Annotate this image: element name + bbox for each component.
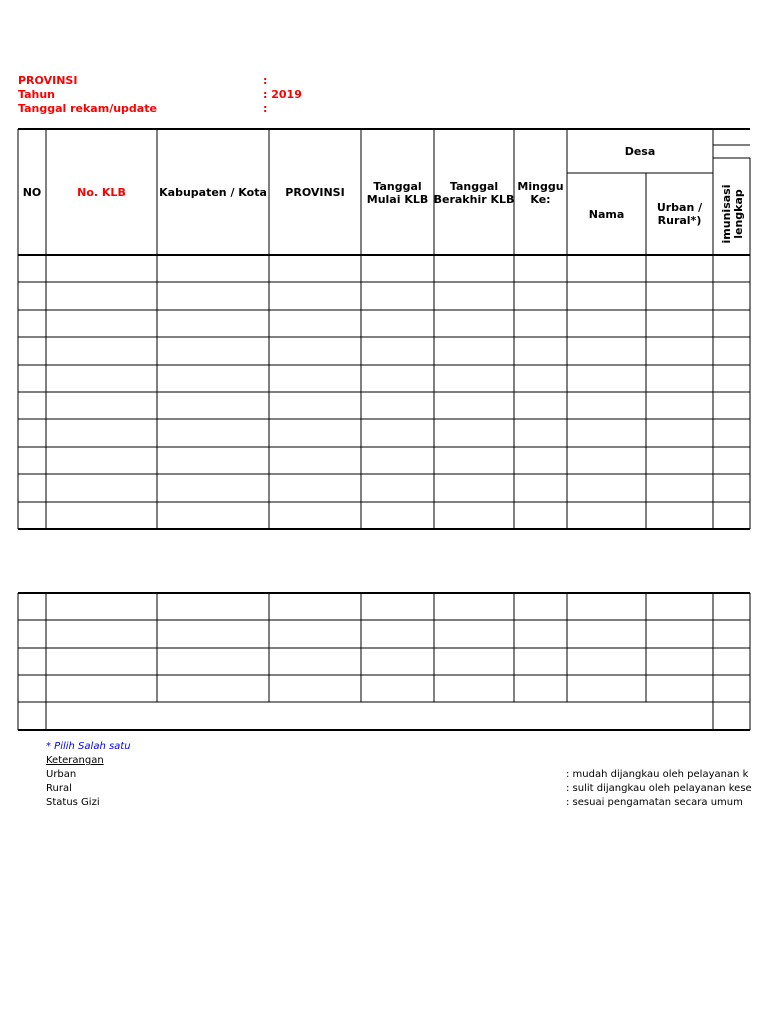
pilih-note: * Pilih Salah satu	[46, 741, 131, 752]
legend-rural-desc: : sulit dijangkau oleh pelayanan kese	[566, 783, 752, 794]
keterangan-title: Keterangan	[46, 755, 104, 766]
col-header-desa-nama: Nama	[588, 207, 625, 221]
col-header-provinsi: PROVINSI	[285, 186, 345, 199]
provinsi-label: PROVINSI	[18, 74, 78, 87]
tanggal-label: Tanggal rekam/update	[18, 102, 157, 115]
col-header-kabupaten: Kabupaten / Kota	[159, 186, 267, 199]
col-header-desa: Desa	[624, 145, 656, 158]
col-header-urban-rural: Urban / Rural*)	[656, 201, 703, 227]
legend-urban-desc: : mudah dijangkau oleh pelayanan k	[566, 769, 749, 780]
col-header-no-klb: No. KLB	[77, 186, 126, 199]
legend-rural-label: Rural	[46, 783, 72, 794]
col-header-tanggal-berakhir: Tanggal Berakhir KLB	[433, 179, 515, 206]
legend-status-gizi-desc: : sesuai pengamatan secara umum	[566, 797, 743, 808]
tahun-label: Tahun	[18, 88, 56, 101]
legend-urban-label: Urban	[46, 769, 77, 780]
col-header-tanggal-mulai: Tanggal Mulai KLB	[366, 179, 429, 206]
col-header-imunisasi	[716, 176, 750, 252]
col-header-minggu: Minggu Ke:	[517, 179, 564, 206]
legend-status-gizi-label: Status Gizi	[46, 797, 100, 808]
col-header-no: NO	[22, 186, 42, 199]
tahun-value: : 2019	[263, 88, 302, 101]
tanggal-value: :	[263, 102, 268, 115]
imunisasi-label: imunisasi lengkap	[720, 184, 745, 244]
provinsi-value: :	[263, 74, 268, 87]
